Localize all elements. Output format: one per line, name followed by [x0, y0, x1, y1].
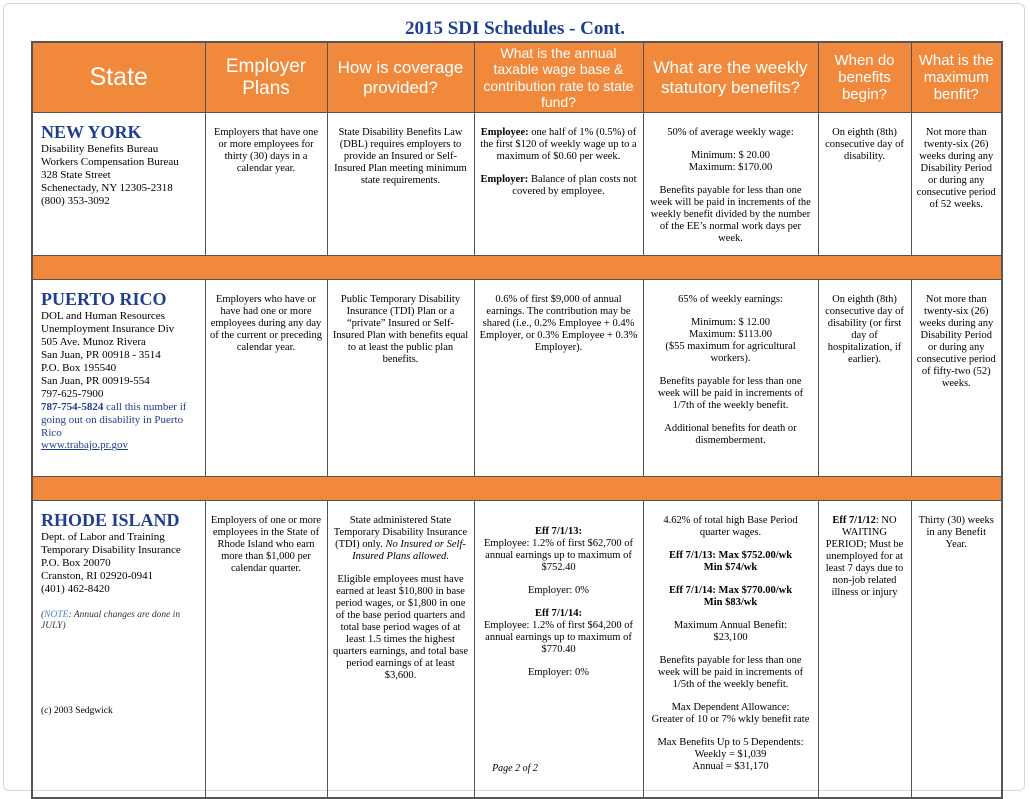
ri-benefit-eff-2014: Eff 7/1/14: Max $770.00/wk	[668, 584, 793, 596]
pr-phone-note: call this number if going out on disability in Puerto Rico	[41, 400, 187, 439]
ri-benefit-rate: 4.62% of total high Base Period quarter wages.	[663, 515, 798, 538]
pr-benefit-max: Maximum: $113.00	[688, 328, 773, 340]
ri-annual-max: Annual = $31,170	[692, 760, 769, 772]
ny-coverage: State Disability Benefits Law (DBL) requires employers to provide an Insured or Self-Insured Plan meeting minimum state requirements.	[327, 113, 474, 256]
ri-coverage-text: State administered State Temporary Disability Insurance (TDI) only.	[333, 515, 468, 550]
ny-employer-plans: Employers that have one or more employees for thirty (30) days in a calendar year.	[205, 113, 327, 256]
ny-benefit-partial: Benefits payable for less than one week will be paid in increments of the weekly benefit divided by the number of the EE’s normal work days per week.	[650, 184, 811, 244]
ny-address-line: Schenectady, NY 12305-2318	[41, 181, 173, 194]
ri-annual-note: (NOTE: Annual changes are done in JULY)	[41, 609, 181, 631]
pr-address-line: San Juan, PR 00919-554	[41, 374, 150, 387]
ri-coverage-note: No Insured or Self-Insured Plans allowed	[352, 538, 466, 562]
ny-benefits-begin: On eighth (8th) consecutive day of disability.	[818, 113, 911, 256]
ny-employer-label: Employer:	[480, 173, 529, 185]
ri-maximum-benefit: Thirty (30) weeks in any Benefit Year.	[911, 501, 1002, 799]
pr-website-link[interactable]: www.trabajo.pr.gov	[41, 439, 128, 452]
header-coverage: How is coverage provided?	[327, 42, 474, 113]
pr-disability-phone: 787-754-5824	[41, 400, 104, 413]
pr-state-cell	[32, 280, 205, 477]
pr-wage-base: 0.6% of first $9,000 of annual earnings. The contribution may be shared (i.e., 0.2% Employee + 0.4% Employer, or 0.3% Employee + 0.3% Employer).	[474, 280, 643, 477]
pr-benefits-begin: On eighth (8th) consecutive day of disability (or first day of hospitalization, if earlier).	[818, 280, 911, 477]
ri-coverage: State administered State Temporary Disability Insurance (TDI) only. No Insured or Self-Insured Plans allowed. Eligible employees must have earned at least $10,800 in base period wages, or $1,800 in one of the base period quarters and total base period wages of at least 1.5 times the highest quarters earnings, and total base period earnings of at least $3,600.	[327, 501, 474, 799]
ri-address-line: Temporary Disability Insurance	[41, 543, 181, 556]
ny-benefit-min: Minimum: $ 20.00	[690, 149, 771, 161]
header-weekly-benefits: What are the weekly statutory benefits?	[643, 42, 818, 113]
ri-copyright: (c) 2003 Sedgwick	[41, 706, 113, 717]
ri-benefit-partial: Benefits payable for less than one week will be paid in increments of 1/5th of the weekly benefit.	[657, 654, 804, 690]
pr-weekly-benefits	[643, 280, 818, 477]
row-separator	[32, 256, 1002, 280]
pr-maximum-benefit: Not more than twenty-six (26) weeks during any Disability Period or during any consecutive period of fifty-two (52) weeks.	[911, 280, 1002, 477]
page-title: 2015 SDI Schedules - Cont.	[404, 18, 626, 39]
pr-benefit-agricultural: ($55 maximum for agricultural workers).	[665, 340, 796, 364]
ri-eligibility: Eligible employees must have earned at least $10,800 in base period wages, or $1,800 in one of the base period quarters and total base period wages of at least 1.5 times the highest quarters earnings, and total base period earnings of at least $3,600.	[333, 573, 468, 681]
ny-employee-text: one half of 1% (0.5%) of the first $120 of weekly wage up to a maximum of $0.60 per week.	[480, 127, 637, 162]
ri-weekly-benefits	[643, 501, 818, 799]
ri-address-line: Dept. of Labor and Training	[41, 530, 165, 543]
pr-address-line: P.O. Box 195540	[41, 361, 117, 374]
ri-employer-plans: Employers of one or more employees in the State of Rhode Island who earn more than $1,000 per calendar quarter.	[205, 501, 327, 799]
ny-employee-label: Employee:	[480, 127, 529, 138]
pr-state-name: PUERTO RICO	[41, 289, 167, 309]
ri-wage-base	[474, 501, 643, 799]
pr-benefit-rate: 65% of weekly earnings:	[678, 294, 783, 305]
ri-employer-2013: Employer: 0%	[528, 584, 589, 596]
ny-address-line: 328 State Street	[41, 168, 111, 181]
ri-dependent-label: Max Dependent Allowance:	[671, 701, 790, 713]
table-row-puerto-rico	[32, 280, 1002, 477]
ri-dependent-allowance: Greater of 10 or 7% wkly benefit rate	[651, 713, 810, 725]
ri-employer-2014: Employer: 0%	[528, 666, 589, 678]
ri-note-label: NOTE	[44, 609, 69, 620]
ny-wage-base	[474, 113, 643, 256]
header-maximum-benefit: What is the maximum benfit?	[911, 42, 1002, 113]
ri-5-dependents-label: Max Benefits Up to 5 Dependents:	[657, 736, 804, 748]
ri-note-text: : Annual changes are done in JULY)	[41, 609, 181, 631]
pr-benefit-partial: Benefits payable for less than one week will be paid in increments of 1/7th of the weekly benefit.	[657, 375, 804, 411]
ri-employee-2013: Employee: 1.2% of first $62,700 of annual earnings up to maximum of $752.40	[483, 537, 633, 573]
ri-state-name: RHODE ISLAND	[41, 510, 180, 530]
ri-phone: (401) 462-8420	[41, 582, 110, 595]
pr-address-line: 505 Ave. Munoz Rivera	[41, 335, 146, 348]
ny-address-line: Workers Compensation Bureau	[41, 155, 179, 168]
pr-address-line: San Juan, PR 00918 - 3514	[41, 348, 161, 361]
ri-annual-benefit: $23,100	[713, 631, 748, 643]
ri-annual-benefit-label: Maximum Annual Benefit:	[673, 619, 788, 631]
ri-begin-text: : NO WAITING PERIOD; Must be unemployed for at least 7 days due to non-job related illness or injury	[825, 515, 904, 598]
ny-state-cell	[32, 113, 205, 256]
ny-state-name: NEW YORK	[41, 122, 142, 142]
pr-address-line: DOL and Human Resources	[41, 309, 165, 322]
pr-coverage: Public Temporary Disability Insurance (TDI) Plan or a “private” Insured or Self-Insured Plan with benefits equal to at least the public plan benefits.	[327, 280, 474, 477]
row-separator	[32, 477, 1002, 501]
ny-benefit-rate: 50% of average weekly wage:	[667, 127, 794, 138]
ri-employee-2014: Employee: 1.2% of first $64,200 of annual earnings up to maximum of $770.40	[483, 619, 633, 655]
header-wage-base: What is the annual taxable wage base & contribution rate to state fund?	[474, 42, 643, 113]
ri-address-line: P.O. Box 20070	[41, 556, 111, 569]
table-row-new-york	[32, 113, 1002, 256]
ri-benefit-eff-2013: Eff 7/1/13: Max $752.00/wk	[668, 549, 793, 561]
pr-employer-plans: Employers who have or have had one or more employees during any day of the current or preceding calendar year.	[205, 280, 327, 477]
pr-benefit-min: Minimum: $ 12.00	[690, 316, 771, 328]
ri-benefit-min-2013: Min $74/wk	[703, 561, 758, 573]
ny-weekly-benefits	[643, 113, 818, 256]
ri-begin-label: Eff 7/1/12	[832, 515, 876, 526]
sdi-schedule-table	[31, 41, 1003, 799]
ri-wage-eff-2014: Eff 7/1/14:	[535, 607, 582, 619]
page-footer: Page 2 of 2	[492, 763, 538, 774]
pr-phone: 797-625-7900	[41, 387, 104, 400]
ri-benefits-begin	[818, 501, 911, 799]
ri-weekly-max: Weekly = $1,039	[694, 748, 767, 760]
ri-address-line: Cranston, RI 02920-0941	[41, 569, 154, 582]
header-benefits-begin: When do benefits begin?	[818, 42, 911, 113]
ny-benefit-max: Maximum: $170.00	[688, 161, 773, 173]
ny-phone: (800) 353-3092	[41, 194, 110, 207]
pr-address-line: Unemployment Insurance Div	[41, 322, 175, 335]
ny-employer-text: Balance of plan costs not covered by employee.	[512, 173, 637, 197]
ri-wage-eff-2013: Eff 7/1/13:	[535, 526, 582, 537]
ri-state-cell	[32, 501, 205, 799]
ny-address-line: Disability Benefits Bureau	[41, 142, 159, 155]
table-row-rhode-island	[32, 501, 1002, 799]
header-employer-plans: Employer Plans	[205, 42, 327, 113]
pr-benefit-additional: Additional benefits for death or dismemberment.	[664, 422, 797, 446]
header-state: State	[32, 42, 205, 113]
ri-benefit-min-2014: Min $83/wk	[703, 596, 758, 608]
ny-maximum-benefit: Not more than twenty-six (26) weeks during any Disability Period or during any consecutive period of 52 weeks.	[911, 113, 1002, 256]
header-row	[32, 42, 1002, 113]
